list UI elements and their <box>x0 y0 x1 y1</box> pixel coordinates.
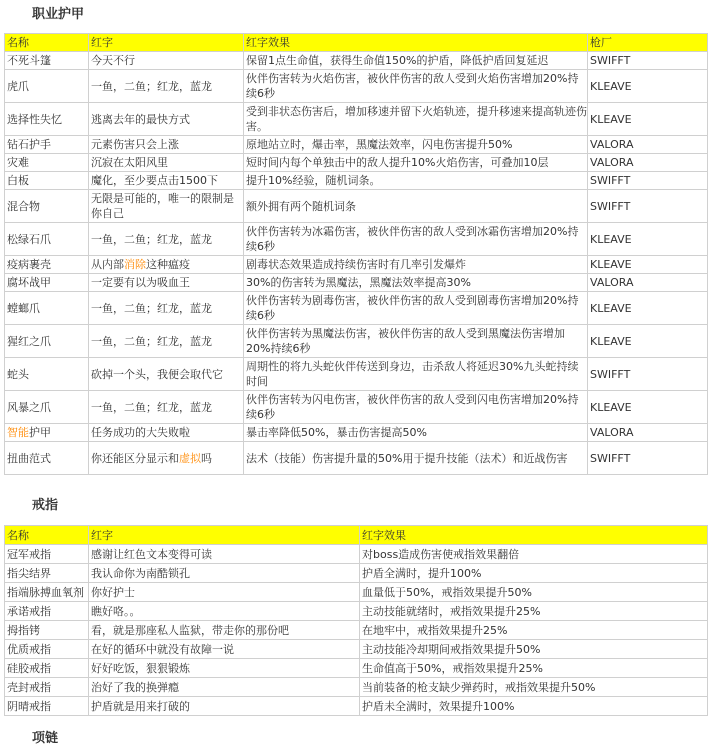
item-red-text: 任务成功的大失败啦 <box>89 424 244 442</box>
item-effect: 主动技能就绪时，戒指效果提升25% <box>360 602 708 621</box>
table-row <box>5 583 708 602</box>
item-effect: 保留1点生命值，获得生命值150%的护盾，降低护盾回复延迟 <box>244 52 588 70</box>
item-red-text: 一鱼，二鱼；红龙，蓝龙 <box>89 325 244 358</box>
item-red-text: 沉寂在太阳风里 <box>89 154 244 172</box>
item-maker: KLEAVE <box>588 256 708 274</box>
item-red-text: 砍掉一个头，我便会取代它 <box>89 358 244 391</box>
item-maker: VALORA <box>588 274 708 292</box>
item-name: 优质戒指 <box>5 640 89 659</box>
item-maker: SWIFFT <box>588 190 708 223</box>
item-effect: 血量低于50%，戒指效果提升50% <box>360 583 708 602</box>
item-name <box>5 424 89 442</box>
item-name: 拇指铐 <box>5 621 89 640</box>
item-red-text: 瞧好咯。。 <box>89 602 360 621</box>
item-red-text: 我认命你为南酷锁孔 <box>89 564 360 583</box>
item-red-text: 护盾就是用来打破的 <box>89 697 360 716</box>
table-row <box>5 602 708 621</box>
item-maker: KLEAVE <box>588 325 708 358</box>
item-effect: 额外拥有两个随机词条 <box>244 190 588 223</box>
item-maker: VALORA <box>588 154 708 172</box>
header-maker: 枪厂 <box>588 34 708 52</box>
item-name: 承诺戒指 <box>5 602 89 621</box>
table-row <box>5 545 708 564</box>
item-red-text: 魔化，至少要点击1500下 <box>89 172 244 190</box>
table-row <box>5 136 708 154</box>
item-effect: 当前装备的枪支缺少弹药时，戒指效果提升50% <box>360 678 708 697</box>
item-red-text: 逃离去年的最快方式 <box>89 103 244 136</box>
table-row <box>5 391 708 424</box>
red-text-part: 从内部 <box>91 258 124 271</box>
item-name: 冠军戒指 <box>5 545 89 564</box>
item-name: 风暴之爪 <box>5 391 89 424</box>
table-row <box>5 274 708 292</box>
table-row <box>5 52 708 70</box>
item-name: 虎爪 <box>5 70 89 103</box>
item-effect: 提升10%经验，随机词条。 <box>244 172 588 190</box>
item-effect: 对boss造成伤害使戒指效果翻倍 <box>360 545 708 564</box>
item-name: 阴晴戒指 <box>5 697 89 716</box>
item-name: 指尖结界 <box>5 564 89 583</box>
item-red-text: 无限是可能的，唯一的限制是你自己 <box>89 190 244 223</box>
header-red: 红字 <box>89 526 360 545</box>
item-effect: 伙伴伤害转为火焰伤害，被伙伴伤害的敌人受到火焰伤害增加20%持续6秒 <box>244 70 588 103</box>
item-name: 螳螂爪 <box>5 292 89 325</box>
table-row <box>5 424 708 442</box>
item-name: 腐坏战甲 <box>5 274 89 292</box>
section-title-rings: 戒指 <box>32 498 59 513</box>
highlighted-text: 智能 <box>7 426 29 439</box>
table-row <box>5 154 708 172</box>
table-row <box>5 621 708 640</box>
header-effect: 红字效果 <box>360 526 708 545</box>
item-red-text: 元素伤害只会上涨 <box>89 136 244 154</box>
rings-table <box>4 525 708 716</box>
item-effect: 在地牢中，戒指效果提升25% <box>360 621 708 640</box>
item-red-text <box>89 442 244 475</box>
item-effect: 主动技能冷却期间戒指效果提升50% <box>360 640 708 659</box>
item-effect: 护盾未全满时，效果提升100% <box>360 697 708 716</box>
armor-table <box>4 33 708 475</box>
item-name: 白板 <box>5 172 89 190</box>
item-effect: 生命值高于50%，戒指效果提升25% <box>360 659 708 678</box>
item-maker: VALORA <box>588 136 708 154</box>
item-red-text: 感谢让红色文本变得可读 <box>89 545 360 564</box>
table-row <box>5 697 708 716</box>
item-red-text: 一定要有以为吸血王 <box>89 274 244 292</box>
item-name: 选择性失忆 <box>5 103 89 136</box>
table-row <box>5 564 708 583</box>
header-effect: 红字效果 <box>244 34 588 52</box>
table-row <box>5 223 708 256</box>
item-effect: 伙伴伤害转为黑魔法伤害，被伙伴伤害的敌人受到黑魔法伤害增加20%持续6秒 <box>244 325 588 358</box>
item-maker: KLEAVE <box>588 70 708 103</box>
table-row <box>5 640 708 659</box>
header-name: 名称 <box>5 526 89 545</box>
item-red-text: 一鱼，二鱼；红龙，蓝龙 <box>89 391 244 424</box>
item-red-text: 看，就是那座私人监狱，带走你的那份吧 <box>89 621 360 640</box>
item-maker: SWIFFT <box>588 358 708 391</box>
item-maker: SWIFFT <box>588 172 708 190</box>
item-effect: 伙伴伤害转为闪电伤害，被伙伴伤害的敌人受到闪电伤害增加20%持续6秒 <box>244 391 588 424</box>
item-effect: 暴击率降低50%，暴击伤害提高50% <box>244 424 588 442</box>
item-name: 钻石护手 <box>5 136 89 154</box>
section-title-armor: 职业护甲 <box>32 7 85 22</box>
item-effect: 剧毒状态效果造成持续伤害时有几率引发爆炸 <box>244 256 588 274</box>
item-name: 壳封戒指 <box>5 678 89 697</box>
item-effect: 伙伴伤害转为剧毒伤害，被伙伴伤害的敌人受到剧毒伤害增加20%持续6秒 <box>244 292 588 325</box>
item-effect: 护盾全满时，提升100% <box>360 564 708 583</box>
table-row <box>5 190 708 223</box>
item-effect: 受到非状态伤害后，增加移速并留下火焰轨迹，提升移速来提高轨迹伤害。 <box>244 103 588 136</box>
item-maker: VALORA <box>588 424 708 442</box>
header-red: 红字 <box>89 34 244 52</box>
section-title-necklace: 项链 <box>32 731 59 746</box>
table-row <box>5 358 708 391</box>
item-maker: KLEAVE <box>588 103 708 136</box>
item-name: 硅胶戒指 <box>5 659 89 678</box>
item-name: 不死斗篷 <box>5 52 89 70</box>
item-red-text: 好好吃饭，狠狠锻炼 <box>89 659 360 678</box>
item-red-text: 治好了我的换弹瘾 <box>89 678 360 697</box>
header-name: 名称 <box>5 34 89 52</box>
item-red-text: 一鱼，二鱼；红龙，蓝龙 <box>89 223 244 256</box>
name-part: 护甲 <box>29 426 51 439</box>
item-red-text <box>89 256 244 274</box>
item-maker: KLEAVE <box>588 223 708 256</box>
red-text-part: 吗 <box>201 451 212 465</box>
item-name: 灾难 <box>5 154 89 172</box>
table-row <box>5 256 708 274</box>
table-row <box>5 325 708 358</box>
table-row <box>5 103 708 136</box>
item-red-text: 一鱼，二鱼；红龙，蓝龙 <box>89 70 244 103</box>
red-text-part: 这种瘟疫 <box>146 258 190 271</box>
item-name: 猩红之爪 <box>5 325 89 358</box>
armor-table-header <box>5 34 708 52</box>
item-name: 蛇头 <box>5 358 89 391</box>
item-effect: 伙伴伤害转为冰霜伤害，被伙伴伤害的敌人受到冰霜伤害增加20%持续6秒 <box>244 223 588 256</box>
item-effect: 短时间内每个单独击中的敌人提升10%火焰伤害，可叠加10层 <box>244 154 588 172</box>
table-row <box>5 292 708 325</box>
item-maker: KLEAVE <box>588 292 708 325</box>
rings-table-header <box>5 526 708 545</box>
item-maker: SWIFFT <box>588 442 708 475</box>
item-name: 指端脉搏血氧剂 <box>5 583 89 602</box>
item-name: 疫病裹壳 <box>5 256 89 274</box>
item-maker: SWIFFT <box>588 52 708 70</box>
item-name: 混合物 <box>5 190 89 223</box>
table-row <box>5 442 708 475</box>
item-maker: KLEAVE <box>588 391 708 424</box>
item-effect: 30%的伤害转为黑魔法，黑魔法效率提高30% <box>244 274 588 292</box>
highlighted-text: 虚拟 <box>179 451 201 465</box>
red-text-part: 你还能区分显示和 <box>91 451 179 465</box>
item-red-text: 今天不行 <box>89 52 244 70</box>
item-effect: 原地站立时，爆击率，黑魔法效率，闪电伤害提升50% <box>244 136 588 154</box>
table-row <box>5 172 708 190</box>
highlighted-text: 消除 <box>124 258 146 271</box>
item-effect: 周期性的将九头蛇伙伴传送到身边，击杀敌人将延迟30%九头蛇持续时间 <box>244 358 588 391</box>
item-effect: 法术（技能）伤害提升量的50%用于提升技能（法术）和近战伤害 <box>244 442 588 475</box>
item-red-text: 你好护士 <box>89 583 360 602</box>
table-row <box>5 659 708 678</box>
item-name: 松绿石爪 <box>5 223 89 256</box>
item-red-text: 一鱼，二鱼；红龙，蓝龙 <box>89 292 244 325</box>
table-row <box>5 70 708 103</box>
item-name: 扭曲范式 <box>5 442 89 475</box>
item-red-text: 在好的循环中就没有故障一说 <box>89 640 360 659</box>
table-row <box>5 678 708 697</box>
